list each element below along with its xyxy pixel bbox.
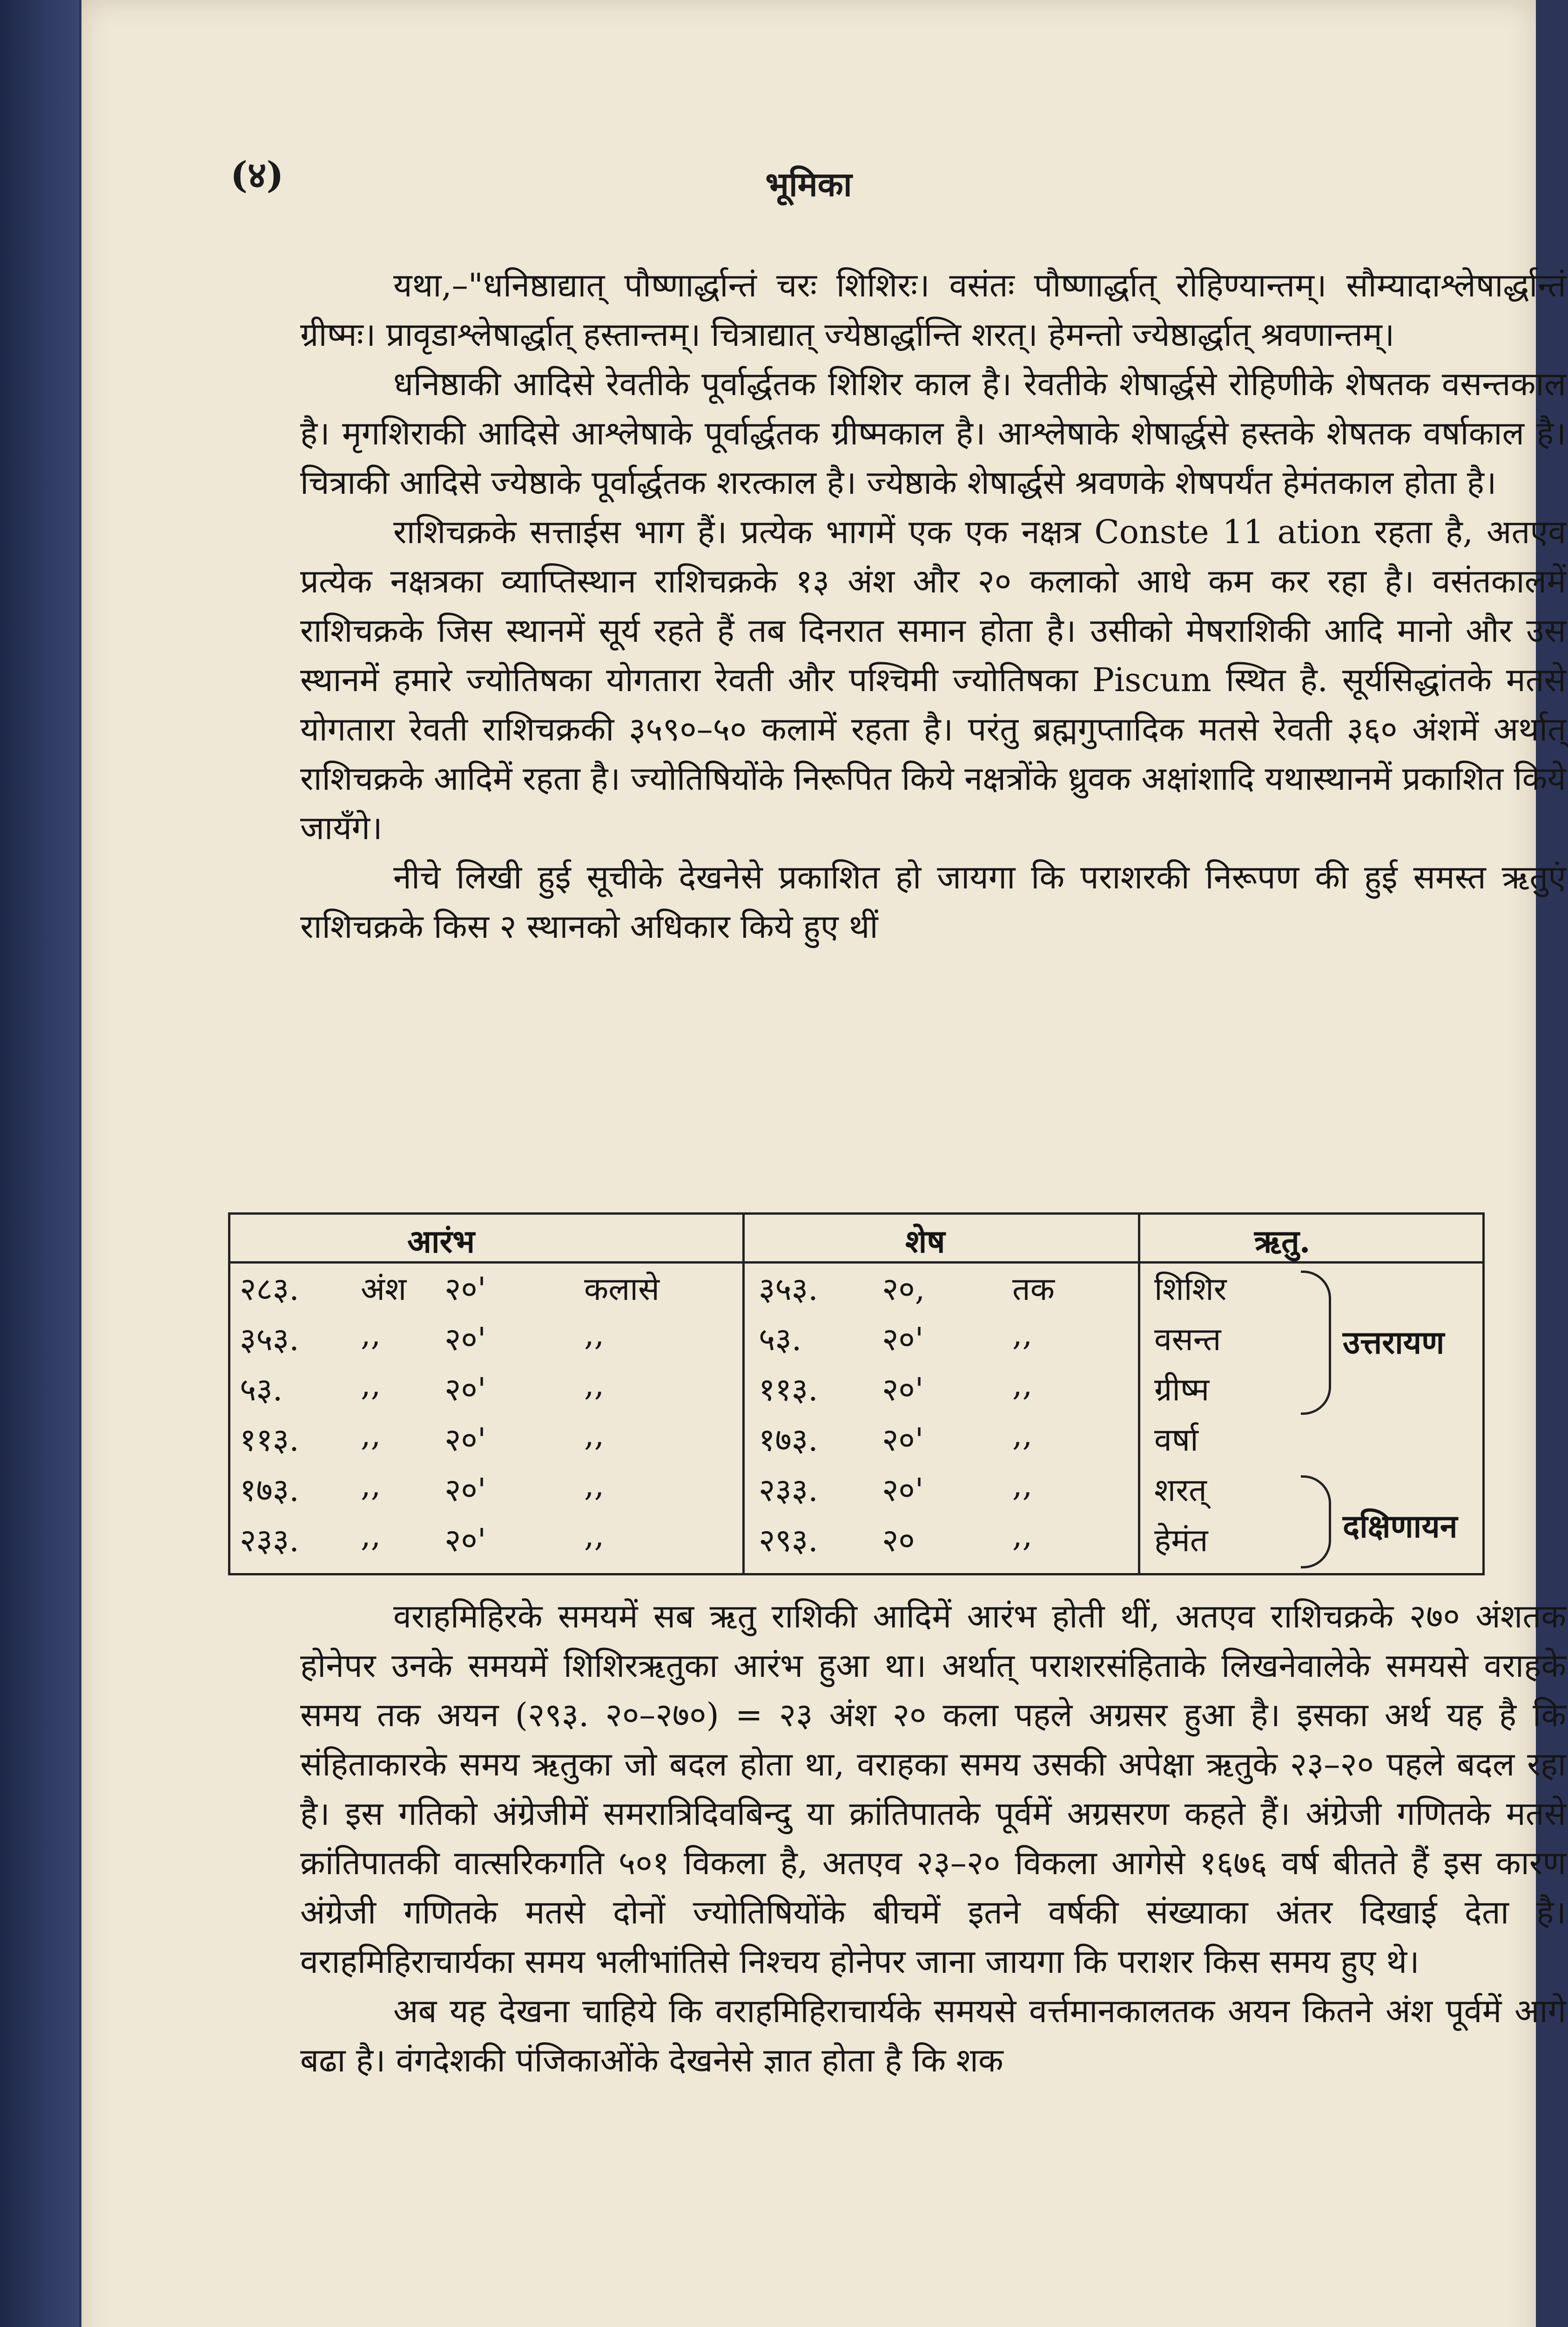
table-cell-kala: ,, bbox=[584, 1467, 605, 1504]
table-cell-unit: ,, bbox=[361, 1467, 381, 1504]
brace bbox=[1301, 1271, 1331, 1415]
table-cell-to: ,, bbox=[1012, 1517, 1033, 1554]
paragraph: अब यह देखना चाहिये कि वराहमिहिराचार्यके समयसे वर्त्तमानकालतक अयन कितने अंश पूर्वमें आगे बढा है। वंगदेशकी पंजिकाओंके देखनेसे ज्ञात होता है कि शक bbox=[300, 1992, 1566, 2079]
page-number: (४) bbox=[230, 154, 284, 196]
book-cover-edge bbox=[0, 0, 79, 2327]
table-cell-end: ११३. bbox=[759, 1372, 818, 1408]
table-divider bbox=[1138, 1215, 1140, 1573]
paragraph: धनिष्ठाकी आदिसे रेवतीके पूर्वार्द्धतक शिशिर काल है। रेवतीके शेषार्द्धसे रोहिणीके शेषतक वसन्तकाल है। मृगशिराकी आदिसे आश्लेषाके पूर्वार्द्धतक ग्रीष्मकाल है। आश्लेषाके शेषार्द्धसे हस्तके शेषतक वर्षाकाल है। चित्राकी आदिसे ज्येष्ठाके पूर्वार्द्धतक शरत्काल है। ज्येष्ठाके शेषार्द्धसे श्रवणके शेषपर्यंत हेमंतकाल होता है। bbox=[300, 365, 1566, 502]
table-cell-end-min: २०, bbox=[882, 1271, 925, 1308]
season-table bbox=[228, 1212, 1485, 1575]
table-cell-unit: ,, bbox=[361, 1366, 381, 1403]
table-cell-unit: ,, bbox=[361, 1316, 381, 1353]
table-cell-to: ,, bbox=[1012, 1366, 1033, 1403]
table-cell-to: ,, bbox=[1012, 1417, 1033, 1453]
paragraph: यथा,–"धनिष्ठाद्यात् पौष्णार्द्धान्तं चरः शिशिरः। वसंतः पौष्णार्द्धात् रोहिण्यान्तम्। सौम्यादाश्लेषार्द्धान्तं ग्रीष्मः। प्रावृडाश्लेषार्द्धात् हस्तान्तम्। चित्राद्यात् ज्येष्ठार्द्धान्ति शरत्। हेमन्तो ज्येष्ठार्द्धात् श्रवणान्तम्। bbox=[300, 266, 1566, 354]
table-cell-end: ३५३. bbox=[759, 1271, 818, 1308]
body-text-top bbox=[300, 261, 1566, 951]
table-cell-end-min: २०' bbox=[882, 1372, 924, 1408]
table-cell-kala: ,, bbox=[584, 1366, 605, 1403]
header-end: शेष bbox=[905, 1223, 945, 1260]
body-text-bottom bbox=[300, 1592, 1566, 2085]
table-cell-unit: ,, bbox=[361, 1517, 381, 1554]
paragraph: नीचे लिखी हुई सूचीके देखनेसे प्रकाशित हो जायगा कि पराशरकी निरूपण की हुई समस्त ऋतुएं राशिचक्रके किस २ स्थानको अधिकार किये हुए थीं bbox=[300, 858, 1566, 946]
table-cell-min: २०' bbox=[444, 1372, 486, 1408]
table-cell-start: ११३. bbox=[240, 1422, 299, 1459]
table-cell-unit: अंश bbox=[361, 1271, 407, 1308]
table-cell-season: वर्षा bbox=[1154, 1422, 1198, 1459]
table-cell-season: शरत् bbox=[1154, 1472, 1207, 1509]
brace bbox=[1301, 1475, 1331, 1568]
table-cell-season: हेमंत bbox=[1154, 1522, 1208, 1559]
table-cell-min: २०' bbox=[444, 1522, 486, 1559]
table-cell-end: १७३. bbox=[759, 1422, 818, 1459]
table-cell-kala: कलासे bbox=[584, 1271, 660, 1308]
table-cell-to: ,, bbox=[1012, 1316, 1033, 1353]
table-cell-kala: ,, bbox=[584, 1417, 605, 1453]
table-cell-to: ,, bbox=[1012, 1467, 1033, 1504]
header-season: ऋतु. bbox=[1254, 1223, 1311, 1260]
paragraph: वराहमिहिरके समयमें सब ऋतु राशिकी आदिमें आरंभ होती थीं, अतएव राशिचक्रके २७० अंशतक होनेपर उनके समयमें शिशिरऋतुका आरंभ हुआ था। अर्थात् पराशरसंहिताके लिखनेवालेके समयसे वराहके समय तक अयन (२९३. २०–२७०) = २३ अंश २० कला पहले अग्रसर हुआ है। इसका अर्थ यह है कि संहिताकारके समय ऋतुका जो बदल होता था, वराहका समय उसकी अपेक्षा ऋतुके २३–२० पहले बदल रहा है। इस गतिको अंग्रेजीमें समरात्रिदिवबिन्दु या क्रांतिपातके पूर्वमें अग्रसरण कहते हैं। अंग्रेजी गणितके मतसे क्रांतिपातकी वात्सरिकगति ५०१ विकला है, अतएव २३–२० विकला आगेसे १६७६ वर्ष बीतते हैं इस कारण अंग्रेजी गणितके मतसे दोनों ज्योतिषियोंके बीचमें इतने वर्षकी संख्याका अंतर दिखाई देता है। वराहमिहिराचार्यका समय भलीभांतिसे निश्चय होनेपर जाना जायगा कि पराशर किस समय हुए थे। bbox=[300, 1597, 1566, 1981]
table-cell-min: २०' bbox=[444, 1472, 486, 1509]
table-cell-season: शिशिर bbox=[1154, 1271, 1227, 1308]
group-label: दक्षिणायन bbox=[1343, 1508, 1458, 1545]
table-cell-end-min: २०' bbox=[882, 1422, 924, 1459]
table-cell-start: ३५३. bbox=[240, 1321, 299, 1358]
table-cell-min: २०' bbox=[444, 1271, 486, 1308]
running-heading: भूमिका bbox=[765, 164, 852, 204]
table-cell-start: ५३. bbox=[240, 1372, 283, 1408]
table-cell-end-min: २० bbox=[882, 1522, 915, 1559]
paragraph: राशिचक्रके सत्ताईस भाग हैं। प्रत्येक भागमें एक एक नक्षत्र Conste 11 ation रहता है, अतएव प्रत्येक नक्षत्रका व्याप्तिस्थान राशिचक्रके १३ अंश और २० कलाको आधे कम कर रहा है। वसंतकालमें राशिचक्रके जिस स्थानमें सूर्य रहते हैं तब दिनरात समान होता है। उसीको मेषराशिकी आदि मानो और उस स्थानमें हमारे ज्योतिषका योगतारा रेवती और पश्चिमी ज्योतिषका Piscum स्थित है. सूर्यसिद्धांतके मतसे योगतारा रेवती राशिचक्रकी ३५९०–५० कलामें रहता है। परंतु ब्रह्मगुप्तादिक मतसे रेवती ३६० अंशमें अर्थात् राशिचक्रके आदिमें रहता है। ज्योतिषियोंके निरूपित किये नक्षत्रोंके ध्रुवक अक्षांशादि यथास्थानमें प्रकाशित किये जायँगे। bbox=[300, 513, 1566, 847]
table-cell-start: २३३. bbox=[240, 1522, 299, 1559]
table-divider bbox=[742, 1215, 745, 1573]
table-cell-min: २०' bbox=[444, 1321, 486, 1358]
table-cell-end: २३३. bbox=[759, 1472, 818, 1509]
table-cell-unit: ,, bbox=[361, 1417, 381, 1453]
table-cell-start: १७३. bbox=[240, 1472, 299, 1509]
table-cell-end: २९३. bbox=[759, 1522, 818, 1559]
table-cell-start: २८३. bbox=[240, 1271, 299, 1308]
group-label: उत्तरायण bbox=[1343, 1324, 1445, 1361]
table-cell-kala: ,, bbox=[584, 1316, 605, 1353]
table-cell-season: ग्रीष्म bbox=[1154, 1372, 1210, 1408]
table-cell-kala: ,, bbox=[584, 1517, 605, 1554]
table-cell-end: ५३. bbox=[759, 1321, 802, 1358]
table-cell-end-min: २०' bbox=[882, 1472, 924, 1509]
book-page bbox=[81, 0, 1566, 2327]
table-cell-end-min: २०' bbox=[882, 1321, 924, 1358]
table-cell-season: वसन्त bbox=[1154, 1321, 1221, 1358]
table-cell-min: २०' bbox=[444, 1422, 486, 1459]
table-cell-to: तक bbox=[1012, 1271, 1055, 1308]
header-start: आरंभ bbox=[407, 1223, 475, 1260]
